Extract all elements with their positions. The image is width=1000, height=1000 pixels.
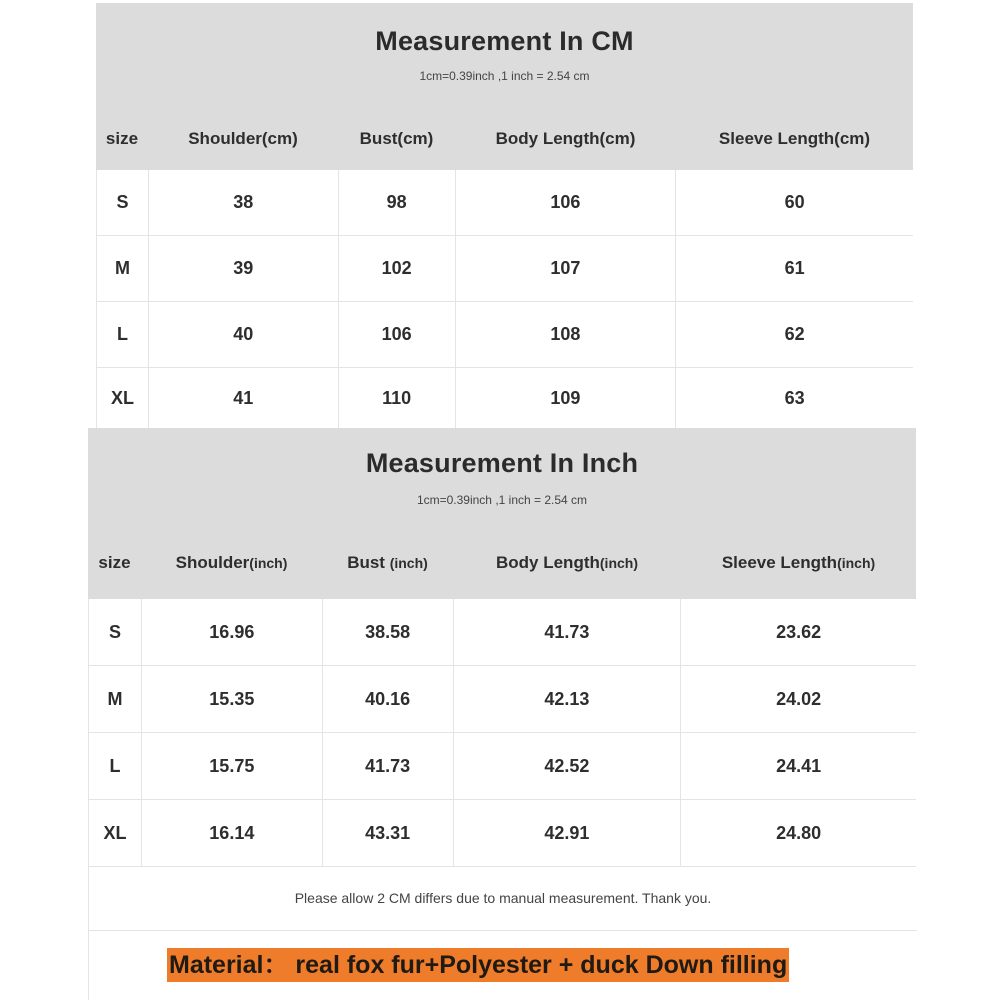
shoulder-cell: 16.96	[142, 599, 323, 665]
body-length-cell: 41.73	[454, 599, 682, 665]
size-cell: M	[89, 666, 142, 732]
column-header-label: Bust	[347, 553, 390, 572]
column-header-sleeve-length	[681, 553, 916, 573]
bust-cell: 38.58	[323, 599, 454, 665]
material-label: Material： real fox fur+Polyester + duck Down filling	[167, 948, 789, 982]
body-length-cell: 106	[456, 170, 677, 235]
shoulder-cell: 15.35	[142, 666, 323, 732]
body-length-cell: 108	[456, 302, 677, 367]
column-header-label: size	[98, 553, 131, 572]
sleeve-length-cell: 24.41	[776, 755, 822, 776]
sleeve-length-cell: 61	[784, 258, 805, 278]
bust-cell: 43.31	[323, 800, 454, 866]
size-cell: L	[97, 302, 149, 367]
body-length-cell: 42.52	[454, 733, 682, 799]
bust-cell: 98	[339, 170, 456, 235]
shoulder-cell: 39	[149, 236, 339, 301]
bust-cell: 40.16	[323, 666, 454, 732]
column-header-label: Shoulder	[175, 553, 250, 572]
cm-measurement-table	[96, 3, 913, 429]
column-header-body-length: Body Length(cm)	[495, 129, 636, 148]
shoulder-cell: 40	[149, 302, 339, 367]
inch-column-headers	[88, 543, 916, 583]
column-header-unit: (inch)	[389, 555, 428, 571]
divider	[88, 930, 89, 1000]
sleeve-length-cell: 24.02	[776, 688, 822, 709]
column-header-sleeve-length: Sleeve Length(cm)	[718, 129, 871, 148]
column-header-bust	[322, 553, 453, 573]
measurement-disclaimer: Please allow 2 CM differs due to manual measurement. Thank you.	[88, 866, 917, 931]
table-row	[97, 302, 913, 368]
size-cell: L	[89, 733, 142, 799]
size-cell: XL	[89, 800, 142, 866]
bust-cell: 110	[339, 368, 456, 429]
body-length-cell: 107	[456, 236, 677, 301]
body-length-cell: 109	[456, 368, 677, 429]
column-header-unit: (inch)	[837, 555, 876, 571]
shoulder-cell: 16.14	[142, 800, 323, 866]
shoulder-cell: 41	[149, 368, 339, 429]
sleeve-length-cell: 62	[784, 324, 805, 344]
table-row	[89, 800, 916, 867]
table-row	[89, 666, 916, 733]
table-row	[97, 368, 913, 429]
table-row	[97, 236, 913, 302]
cm-table-header	[96, 3, 913, 170]
column-header-shoulder	[141, 553, 322, 573]
size-cell: S	[97, 170, 149, 235]
cm-column-headers	[96, 119, 913, 159]
cm-table-title: Measurement In CM	[375, 26, 634, 56]
bust-cell: 106	[339, 302, 456, 367]
column-header-size: size	[105, 129, 139, 148]
sleeve-length-cell: 23.62	[776, 621, 822, 642]
column-header-size	[88, 553, 141, 573]
body-length-cell: 42.91	[454, 800, 682, 866]
size-cell: M	[97, 236, 149, 301]
table-row	[89, 733, 916, 800]
inch-conversion-note: 1cm=0.39inch ,1 inch = 2.54 cm	[416, 493, 588, 507]
sleeve-length-cell: 24.80	[776, 822, 822, 843]
column-header-unit: (inch)	[249, 555, 288, 571]
table-row	[89, 599, 916, 666]
table-row	[97, 170, 913, 236]
inch-measurement-table	[88, 428, 916, 867]
sleeve-length-cell: 60	[784, 192, 805, 212]
size-cell: XL	[97, 368, 149, 429]
column-header-label: Body Length	[496, 553, 600, 572]
column-header-unit: (inch)	[599, 555, 638, 571]
inch-table-title: Measurement In Inch	[365, 448, 639, 478]
column-header-label: Sleeve Length	[721, 553, 838, 572]
shoulder-cell: 15.75	[142, 733, 323, 799]
column-header-shoulder: Shoulder(cm)	[188, 129, 298, 148]
bust-cell: 41.73	[323, 733, 454, 799]
body-length-cell: 42.13	[454, 666, 682, 732]
inch-table-header	[88, 428, 916, 599]
shoulder-cell: 38	[149, 170, 339, 235]
cm-conversion-note: 1cm=0.39inch ,1 inch = 2.54 cm	[419, 69, 590, 83]
bust-cell: 102	[339, 236, 456, 301]
column-header-bust: Bust(cm)	[359, 129, 434, 148]
sleeve-length-cell: 63	[784, 388, 805, 408]
column-header-body-length	[453, 553, 681, 573]
cm-table-body	[96, 170, 913, 429]
size-cell: S	[89, 599, 142, 665]
inch-table-body	[88, 599, 916, 867]
